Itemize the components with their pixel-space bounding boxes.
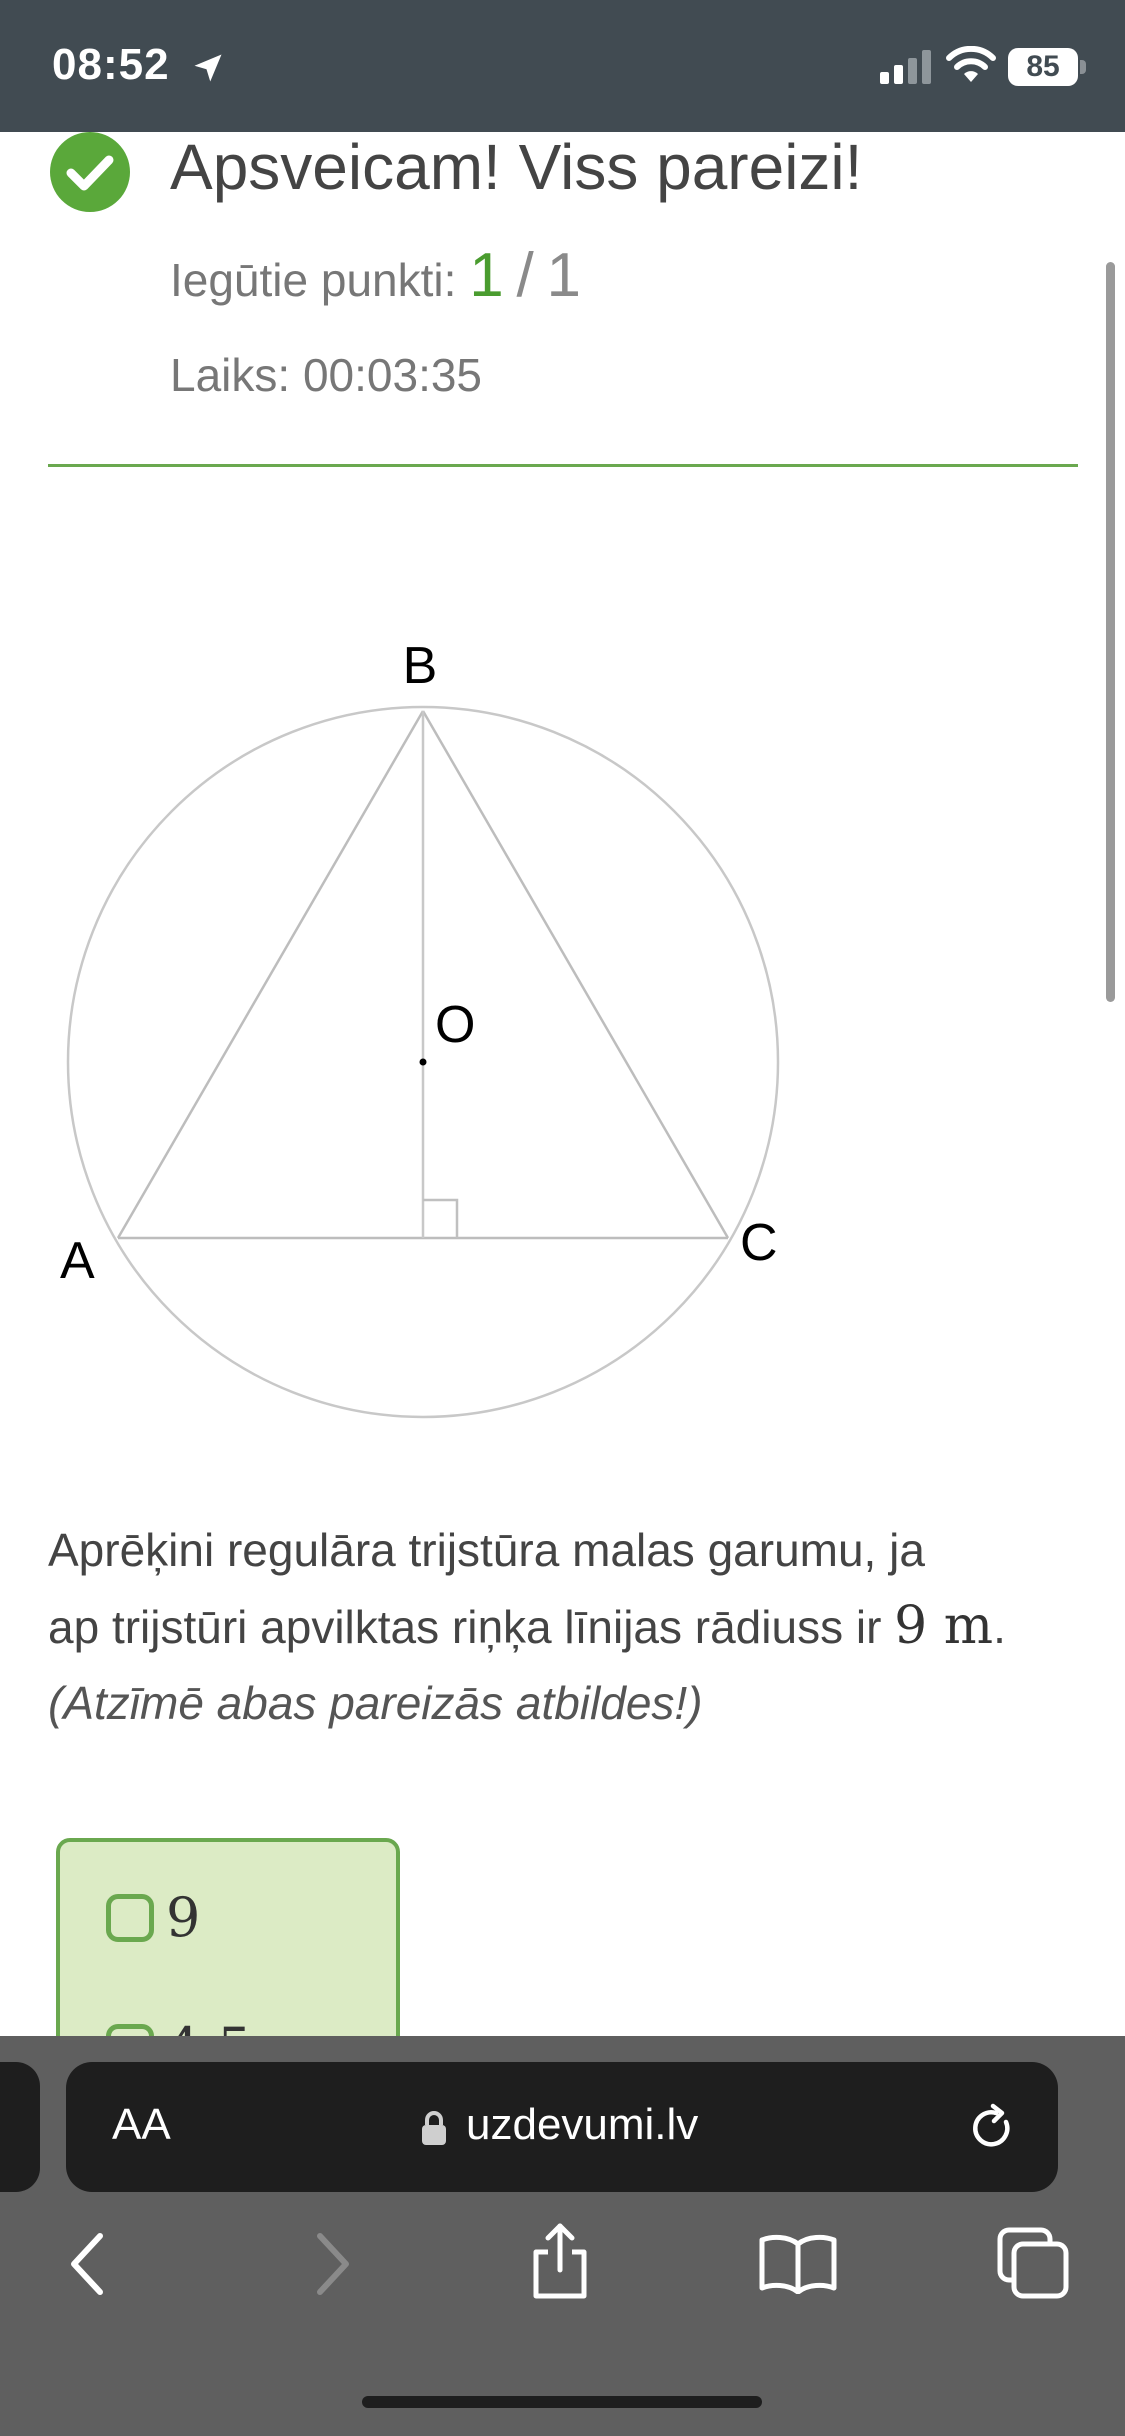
label-o: O xyxy=(435,996,476,1054)
points-separator: / xyxy=(516,241,534,310)
radius-value: 9 m xyxy=(894,1596,994,1656)
time-row xyxy=(170,348,482,402)
lock-icon xyxy=(420,2110,448,2146)
time-label: Laiks: xyxy=(170,349,291,401)
points-total: 1 xyxy=(546,241,581,310)
status-bar xyxy=(0,0,1125,132)
points-earned: 1 xyxy=(469,241,504,310)
answer-option[interactable] xyxy=(106,1886,200,1949)
result-title: Apsveicam! Viss pareizi! xyxy=(170,131,863,203)
forward-icon[interactable] xyxy=(310,2230,354,2298)
back-icon[interactable] xyxy=(66,2230,110,2298)
triangle-circle-figure xyxy=(0,580,820,1440)
label-b: B xyxy=(402,637,438,695)
points-row xyxy=(170,240,581,311)
url-text[interactable]: uzdevumi.lv xyxy=(466,2100,699,2149)
question-line-1: Aprēķini regulāra trijstūra malas garumu, ja xyxy=(48,1524,925,1576)
divider xyxy=(48,464,1078,467)
home-indicator xyxy=(362,2396,762,2408)
answer-value: 9 xyxy=(166,1886,201,1949)
previous-tab-peek[interactable] xyxy=(0,2062,40,2192)
label-a: A xyxy=(60,1232,95,1290)
reader-settings-button[interactable]: AA xyxy=(112,2100,171,2149)
checkmark-circle-icon xyxy=(48,130,132,214)
cellular-signal-icon xyxy=(880,50,934,84)
right-angle-marker xyxy=(423,1200,457,1238)
answer-checkbox[interactable] xyxy=(106,1894,154,1942)
battery-tip xyxy=(1080,60,1086,74)
bookmarks-icon[interactable] xyxy=(758,2234,838,2294)
question-line-2: ap trijstūri apvilktas riņķa līnijas rādiuss ir xyxy=(48,1601,882,1653)
points-label: Iegūtie punkti: xyxy=(170,254,457,306)
time-value: 00:03:35 xyxy=(302,349,483,401)
question-text xyxy=(48,1512,1088,1741)
side-bc xyxy=(423,711,728,1238)
label-c: C xyxy=(740,1214,778,1272)
reload-icon[interactable] xyxy=(966,2102,1018,2154)
status-time: 08:52 xyxy=(52,40,170,89)
question-period: . xyxy=(993,1601,1006,1653)
tabs-icon[interactable] xyxy=(996,2226,1070,2300)
wifi-icon xyxy=(946,46,996,84)
scrollbar[interactable] xyxy=(1106,262,1115,1002)
side-ab xyxy=(118,711,423,1238)
share-icon[interactable] xyxy=(526,2222,594,2302)
battery-indicator: 85 xyxy=(1008,48,1078,86)
location-arrow-icon xyxy=(190,50,226,86)
center-point xyxy=(420,1059,427,1066)
question-hint: (Atzīmē abas pareizās atbildes!) xyxy=(48,1677,703,1729)
